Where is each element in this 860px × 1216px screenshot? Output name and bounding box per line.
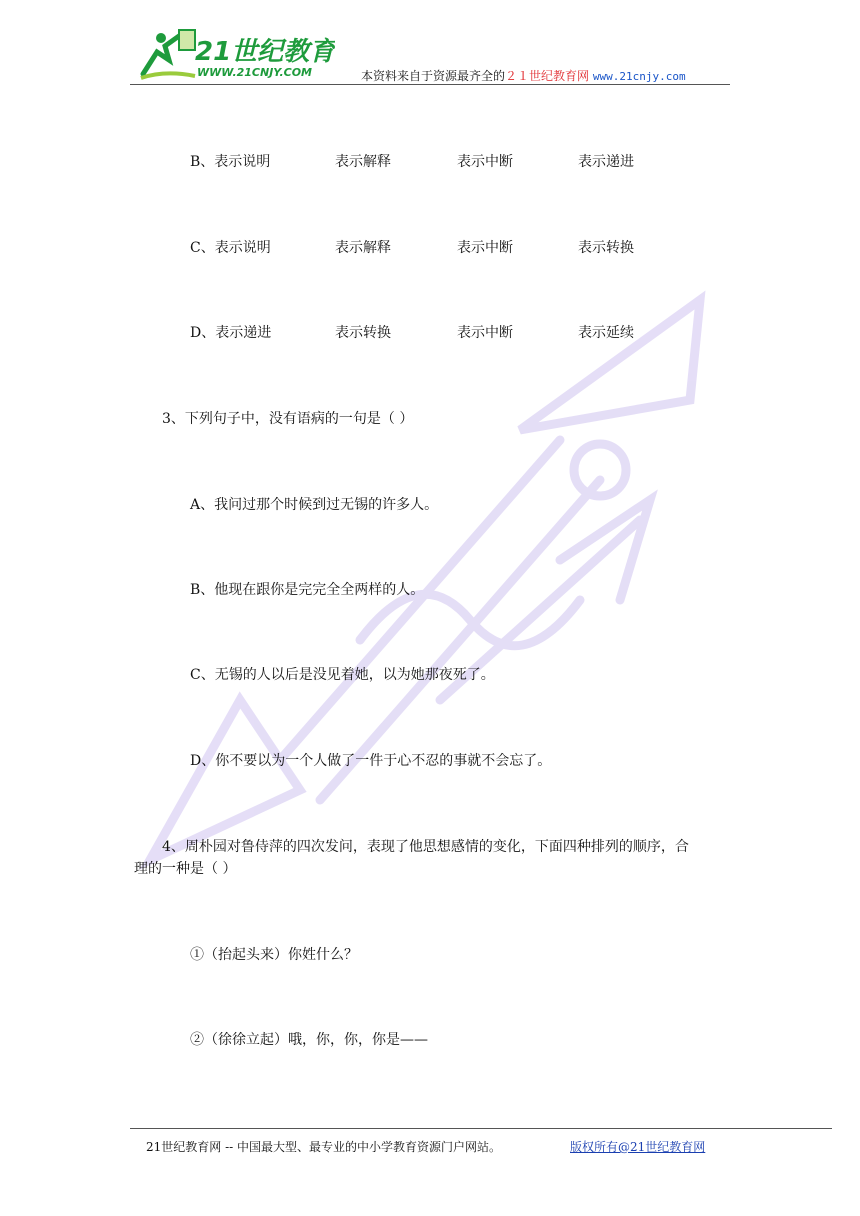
q2-option-b-label: B、表示说明: [190, 154, 271, 170]
footer-copyright-link[interactable]: 版权所有@21世纪教育网: [570, 1140, 706, 1154]
q3-stem: 3、下列句子中，没有语病的一句是（ ）: [162, 411, 414, 427]
q4-stem-line1: 4、周朴园对鲁侍萍的四次发问，表现了他思想感情的变化，下面四种排列的顺序，合: [162, 839, 689, 855]
source-url-link[interactable]: www.21cnjy.com: [592, 70, 686, 83]
site-logo: [135, 26, 335, 86]
q4-item-2: ②（徐徐立起）哦，你，你，你是——: [190, 1032, 428, 1048]
q2-option-c-col4: 表示转换: [578, 240, 634, 256]
logo-text: 21世纪教育: [195, 37, 335, 67]
q3-option-c: C、无锡的人以后是没见着她，以为她那夜死了。: [190, 667, 495, 683]
q2-option-b-col3: 表示中断: [457, 154, 513, 170]
source-prefix: 本资料来自于资源最齐全的: [361, 69, 506, 83]
q3-option-b: B、他现在跟你是完完全全两样的人。: [190, 582, 425, 598]
q2-option-c-label: C、表示说明: [190, 240, 271, 256]
header-divider: [130, 84, 730, 85]
q2-option-b-col4: 表示递进: [578, 154, 634, 170]
header-source-note: [361, 67, 686, 84]
q3-option-d: D、你不要以为一个人做了一件于心不忍的事就不会忘了。: [190, 753, 552, 769]
q4-stem-line2: 理的一种是（ ）: [134, 861, 237, 877]
source-site-name: ２１世纪教育网: [505, 69, 590, 83]
q2-option-d-label: D、表示递进: [190, 325, 272, 341]
footer-site-description: 21世纪教育网 -- 中国最大型、最专业的中小学教育资源门户网站。: [146, 1140, 502, 1154]
footer-divider: [130, 1128, 832, 1129]
q3-option-a: A、我问过那个时候到过无锡的许多人。: [190, 497, 439, 513]
q2-option-d-col2: 表示转换: [335, 325, 391, 341]
logo-url: WWW.21CNJY.COM: [197, 66, 312, 79]
q4-item-1: ①（抬起头来）你姓什么？: [190, 947, 358, 963]
q2-option-c-col3: 表示中断: [457, 240, 513, 256]
q2-option-b-col2: 表示解释: [335, 154, 391, 170]
q2-option-c-col2: 表示解释: [335, 240, 391, 256]
q2-option-d-col4: 表示延续: [578, 325, 634, 341]
q2-option-d-col3: 表示中断: [457, 325, 513, 341]
